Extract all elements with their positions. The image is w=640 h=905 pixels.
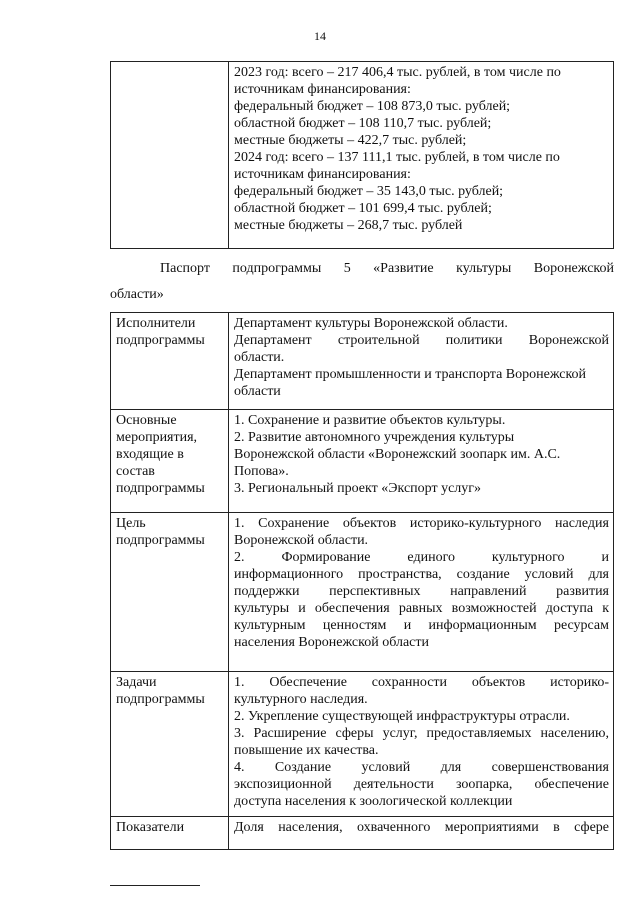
passport-value-cell xyxy=(229,410,614,513)
heading-line-2: области» xyxy=(110,287,164,302)
passport-label-line: подпрограммы xyxy=(116,481,205,496)
passport-row xyxy=(111,410,614,513)
passport-label-line: состав xyxy=(116,464,155,479)
footnote-separator xyxy=(110,885,200,886)
passport-table xyxy=(110,312,614,850)
funding-table xyxy=(110,61,614,249)
funding-line: федеральный бюджет – 108 873,0 тыс. рублей; xyxy=(234,99,511,114)
passport-value-line: 2. Формирование единого культурного и xyxy=(234,550,609,565)
passport-value-line: Доля населения, охваченного мероприятиями в сфере xyxy=(234,820,609,835)
passport-value-cell xyxy=(229,817,614,850)
passport-value-line: поддержки перспективных направлений развития xyxy=(234,584,609,599)
passport-value-line: области xyxy=(234,384,281,399)
funding-line: областной бюджет – 108 110,7 тыс. рублей; xyxy=(234,116,492,131)
passport-value-line: культурного наследия. xyxy=(234,692,368,707)
passport-label-line: подпрограммы xyxy=(116,692,205,707)
passport-label-line: Исполнители xyxy=(116,316,196,331)
funding-line: 2023 год: всего – 217 406,4 тыс. рублей, в том числе по xyxy=(234,65,561,80)
passport-row xyxy=(111,313,614,410)
page-number: 14 xyxy=(314,29,326,43)
passport-value-line: культуры и обеспечения равных возможностей доступа к xyxy=(234,601,609,616)
passport-label-line: Показатели xyxy=(116,820,185,835)
passport-value-line: 3. Расширение сферы услуг, предоставляемых населению, xyxy=(234,726,609,741)
passport-label-line: подпрограммы xyxy=(116,533,205,548)
passport-value-line: Департамент промышленности и транспорта Воронежской xyxy=(234,367,587,382)
passport-label-cell xyxy=(111,513,229,672)
passport-row xyxy=(111,817,614,850)
funding-label-cell xyxy=(111,62,229,249)
passport-label-line: подпрограммы xyxy=(116,333,205,348)
passport-label-line: мероприятия, xyxy=(116,430,198,445)
passport-label-line: входящие в xyxy=(116,447,184,462)
passport-value-cell xyxy=(229,672,614,817)
passport-value-line: Попова». xyxy=(234,464,289,479)
funding-line: местные бюджеты – 422,7 тыс. рублей; xyxy=(234,133,467,148)
passport-label-line: Задачи xyxy=(116,675,157,690)
passport-value-line: 1. Сохранение и развитие объектов культуры. xyxy=(234,413,506,428)
passport-label-cell xyxy=(111,817,229,850)
passport-value-line: Департамент культуры Воронежской области. xyxy=(234,316,508,331)
funding-line: федеральный бюджет – 35 143,0 тыс. рублей; xyxy=(234,184,504,199)
funding-line: источникам финансирования: xyxy=(234,82,411,97)
funding-value-cell xyxy=(229,62,614,249)
passport-value-line: 2. Развитие автономного учреждения культуры xyxy=(234,430,515,445)
funding-row xyxy=(111,62,614,249)
passport-row xyxy=(111,513,614,672)
passport-value-line: Воронежской области. xyxy=(234,533,369,548)
passport-value-line: доступа населения к зоологической коллекции xyxy=(234,794,513,809)
passport-value-line: 1. Сохранение объектов историко-культурного наследия xyxy=(234,516,609,531)
passport-value-line: Департамент строительной политики Воронежской xyxy=(234,333,609,348)
funding-line: местные бюджеты – 268,7 тыс. рублей xyxy=(234,218,463,233)
passport-label-cell xyxy=(111,410,229,513)
heading-line-1: Паспорт подпрограммы 5 «Развитие культуры Воронежской xyxy=(160,261,614,276)
passport-value-cell xyxy=(229,513,614,672)
passport-value-line: 2. Укрепление существующей инфраструктуры отрасли. xyxy=(234,709,570,724)
passport-value-line: 3. Региональный проект «Экспорт услуг» xyxy=(234,481,482,496)
passport-value-line: 4. Создание условий для совершенствования xyxy=(234,760,609,775)
passport-value-line: информационного пространства, создание условий для xyxy=(234,567,609,582)
passport-value-line: культурным ценностям и информационным ресурсам xyxy=(234,618,609,633)
funding-line: источникам финансирования: xyxy=(234,167,411,182)
passport-value-line: населения Воронежской области xyxy=(234,635,429,650)
passport-value-line: области. xyxy=(234,350,285,365)
passport-label-cell xyxy=(111,672,229,817)
passport-value-line: 1. Обеспечение сохранности объектов историко- xyxy=(234,675,609,690)
funding-line: 2024 год: всего – 137 111,1 тыс. рублей, в том числе по xyxy=(234,150,560,165)
passport-value-line: экспозиционной деятельности зоопарка, обеспечение xyxy=(234,777,609,792)
passport-value-line: повышение их качества. xyxy=(234,743,379,758)
funding-line: областной бюджет – 101 699,4 тыс. рублей; xyxy=(234,201,492,216)
passport-value-line: Воронежской области «Воронежский зоопарк им. А.С. xyxy=(234,447,561,462)
passport-value-cell xyxy=(229,313,614,410)
passport-label-cell xyxy=(111,313,229,410)
passport-label-line: Цель xyxy=(116,516,146,531)
passport-label-line: Основные xyxy=(116,413,177,428)
passport-row xyxy=(111,672,614,817)
